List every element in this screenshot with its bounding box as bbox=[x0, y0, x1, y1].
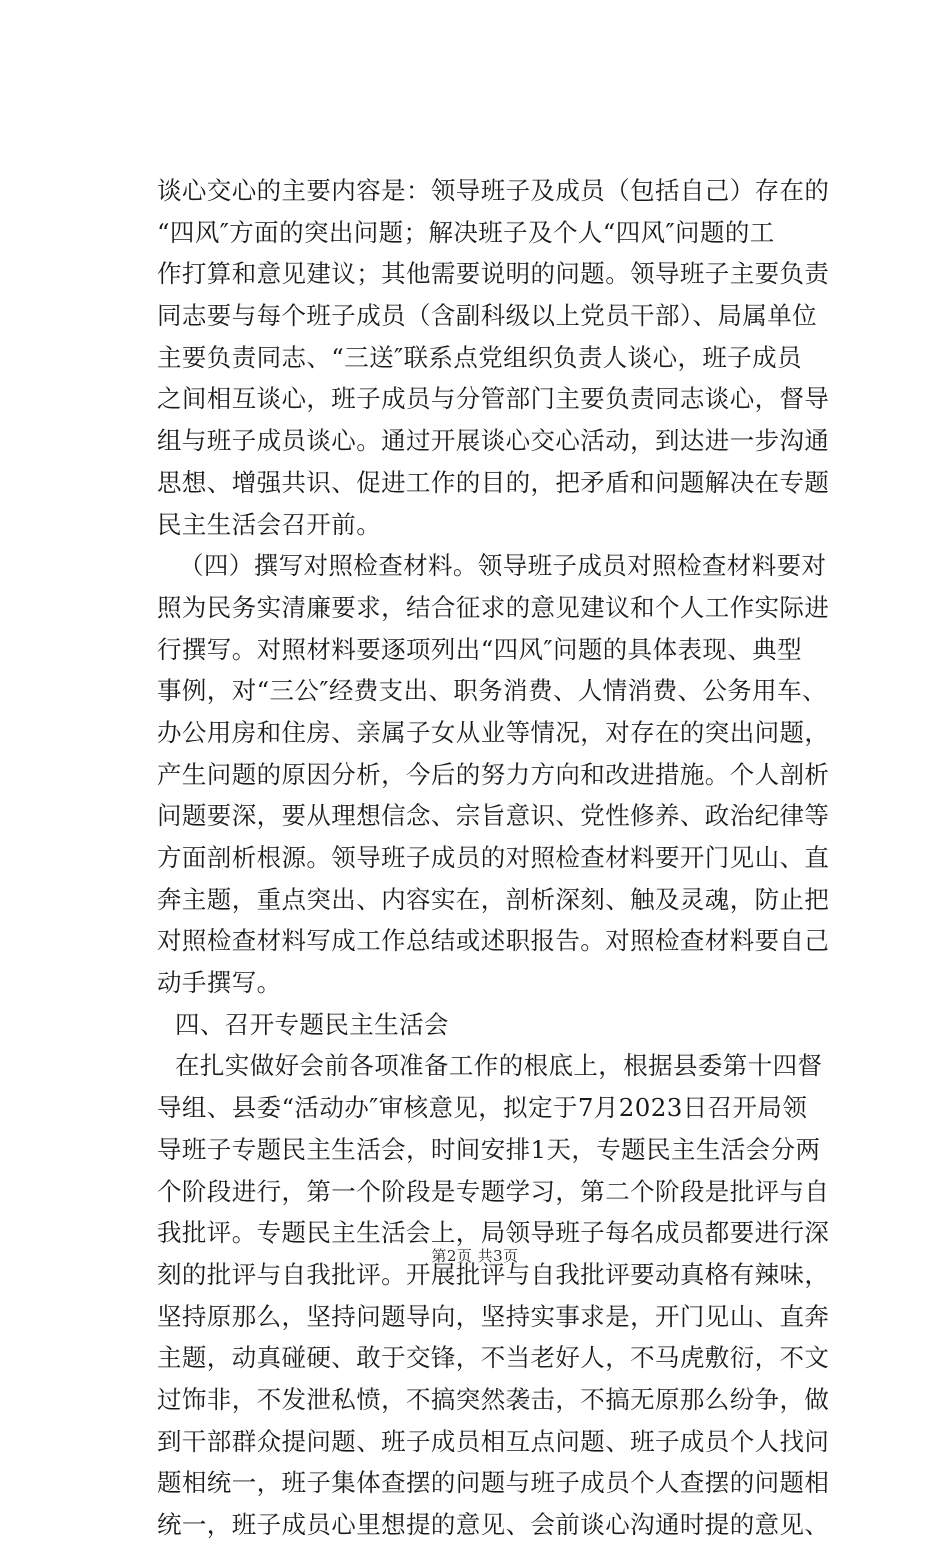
text-line: 行撰写。对照材料要逐项列出“四风″问题的具体表现、典型 bbox=[157, 634, 802, 664]
section-heading: 四、召开专题民主生活会 bbox=[175, 1009, 449, 1039]
text-line: 民主生活会召开前。 bbox=[157, 509, 382, 539]
page-number: 第2页 共3页 bbox=[431, 1247, 519, 1265]
text-line: 过饰非，不发泄私愤，不搞突然袭击，不搞无原那么纷争，做 bbox=[157, 1384, 830, 1414]
text-line: 照为民务实清廉要求，结合征求的意见建议和个人工作实际进 bbox=[157, 592, 830, 622]
text-line: 坚持原那么，坚持问题导向，坚持实事求是，开门见山、直奔 bbox=[157, 1301, 830, 1331]
paragraph-start-line: （四）撰写对照检查材料。领导班子成员对照检查材料要对 bbox=[179, 551, 827, 581]
text-line: 对照检查材料写成工作总结或述职报告。对照检查材料要自己 bbox=[157, 926, 830, 956]
text-line: 同志要与每个班子成员（含副科级以上党员干部）、局属单位 bbox=[157, 301, 818, 331]
text-line: “四风″方面的突出问题；解决班子及个人“四风″问题的工 bbox=[157, 217, 775, 247]
text-line: 办公用房和住房、亲属子女从业等情况，对存在的突出问题， bbox=[157, 717, 830, 747]
text-line: 题相统一，班子集体查摆的问题与班子成员个人查摆的问题相 bbox=[157, 1468, 830, 1498]
text-line: 刻的批评与自我批评。开展批评与自我批评要动真格有辣味， bbox=[157, 1259, 830, 1289]
text-line: 谈心交心的主要内容是：领导班子及成员（包括自己）存在的 bbox=[157, 176, 830, 205]
text-line: 导班子专题民主生活会，时间安排1天，专题民主生活会分两 bbox=[157, 1134, 821, 1164]
text-line: 我批评。专题民主生活会上，局领导班子每名成员都要进行深 bbox=[157, 1218, 830, 1248]
text-line: 统一，班子成员心里想提的意见、会前谈心沟通时提的意见、 bbox=[157, 1510, 830, 1539]
text-line: 到干部群众提问题、班子成员相互点问题、班子成员个人找问 bbox=[157, 1426, 830, 1456]
text-line: 主要负责同志、“三送″联系点党组织负责人谈心，班子成员 bbox=[157, 342, 802, 372]
text-line: 思想、增强共识、促进工作的目的，把矛盾和问题解决在专题 bbox=[157, 467, 830, 497]
text-line: 产生问题的原因分析，今后的努力方向和改进措施。个人剖析 bbox=[157, 759, 830, 789]
text-line: 方面剖析根源。领导班子成员的对照检查材料要开门见山、直 bbox=[157, 843, 830, 872]
document-body bbox=[157, 170, 837, 1546]
text-line: 事例，对“三公″经费支出、职务消费、人情消费、公务用车、 bbox=[157, 676, 827, 706]
text-line: 动手撰写。 bbox=[157, 968, 282, 998]
text-line: 问题要深，要从理想信念、宗旨意识、党性修养、政治纪律等 bbox=[157, 801, 830, 831]
page-footer bbox=[0, 1246, 950, 1266]
text-line: 主题，动真碰硬、敢于交锋，不当老好人，不马虎敷衍，不文 bbox=[157, 1343, 830, 1373]
text-line: 组与班子成员谈心。通过开展谈心交心活动，到达进一步沟通 bbox=[157, 426, 830, 456]
text-line: 作打算和意见建议；其他需要说明的问题。领导班子主要负责 bbox=[157, 259, 830, 289]
paragraph-start-line: 在扎实做好会前各项准备工作的根底上，根据县委第十四督 bbox=[175, 1051, 823, 1081]
text-line: 奔主题，重点突出、内容实在，剖析深刻、触及灵魂，防止把 bbox=[157, 884, 830, 914]
text-line: 个阶段进行，第一个阶段是专题学习，第二个阶段是批评与自 bbox=[157, 1176, 830, 1206]
text-line: 导组、县委“活动办″审核意见，拟定于7月2023日召开局领 bbox=[157, 1093, 808, 1123]
text-line: 之间相互谈心，班子成员与分管部门主要负责同志谈心，督导 bbox=[157, 384, 830, 414]
